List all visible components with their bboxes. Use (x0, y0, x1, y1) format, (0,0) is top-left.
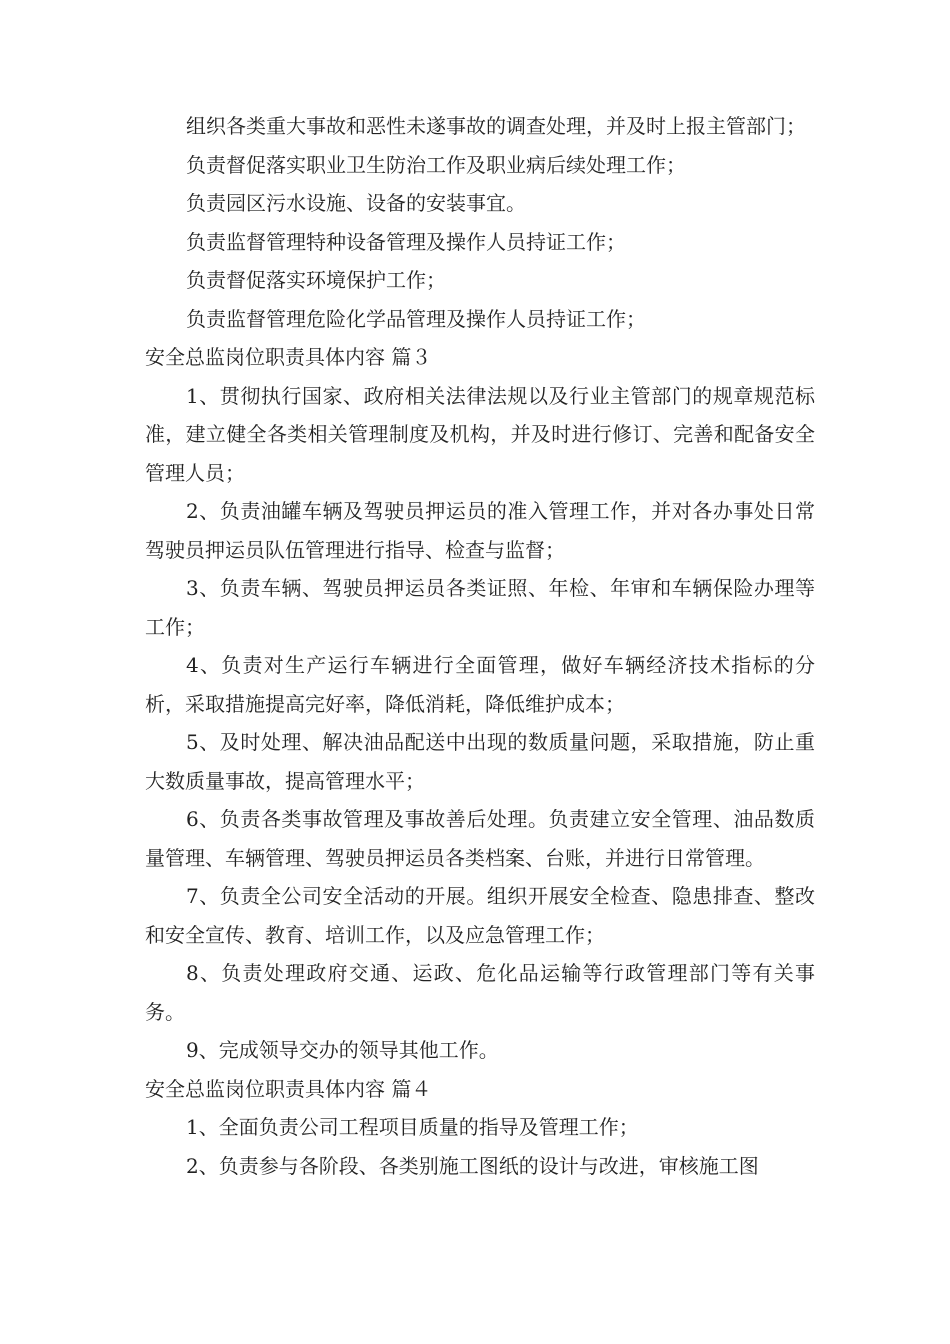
paragraph: 2、负责参与各阶段、各类别施工图纸的设计与改进，审核施工图 (186, 1153, 759, 1178)
paragraph: 3、负责车辆、驾驶员押运员各类证照、年检、年审和车辆保险办理等工作； (145, 576, 815, 639)
paragraph: 8、负责处理政府交通、运政、危化品运输等行政管理部门等有关事务。 (145, 961, 815, 1024)
paragraph: 负责督促落实职业卫生防治工作及职业病后续处理工作； (186, 152, 686, 177)
paragraph: 负责督促落实环境保护工作； (186, 268, 446, 292)
paragraph: 组织各类重大事故和恶性未遂事故的调查处理，并及时上报主管部门； (186, 114, 806, 138)
paragraph: 负责监督管理危险化学品管理及操作人员持证工作； (186, 306, 646, 331)
paragraph: 1、贯彻执行国家、政府相关法律法规以及行业主管部门的规章规范标准，建立健全各类相关管理制度及机构，并及时进行修订、完善和配备安全管理人员； (145, 383, 815, 485)
paragraph: 负责监督管理特种设备管理及操作人员持证工作； (186, 229, 626, 254)
paragraph: 6、负责各类事故管理及事故善后处理。负责建立安全管理、油品数质量管理、车辆管理、驾驶员押运员各类档案、台账，并进行日常管理。 (145, 807, 815, 870)
document-page (145, 107, 815, 1185)
paragraph: 5、及时处理、解决油品配送中出现的数质量问题，采取措施，防止重大数质量事故，提高管理水平； (145, 730, 815, 793)
paragraph: 4、负责对生产运行车辆进行全面管理，做好车辆经济技术指标的分析，采取措施提高完好率，降低消耗，降低维护成本； (145, 653, 815, 716)
paragraph: 2、负责油罐车辆及驾驶员押运员的准入管理工作，并对各办事处日常驾驶员押运员队伍管理进行指导、检查与监督； (145, 499, 815, 562)
section-heading: 安全总监岗位职责具体内容 篇４ (145, 1076, 432, 1101)
paragraph: 9、完成领导交办的领导其他工作。 (186, 1038, 499, 1062)
paragraph: 负责园区污水设施、设备的安装事宜。 (186, 191, 526, 215)
section-heading: 安全总监岗位职责具体内容 篇３ (145, 345, 432, 369)
paragraph: 1、全面负责公司工程项目质量的指导及管理工作； (186, 1115, 639, 1139)
paragraph: 7、负责全公司安全活动的开展。组织开展安全检查、隐患排查、整改和安全宣传、教育、培训工作，以及应急管理工作； (145, 884, 815, 947)
